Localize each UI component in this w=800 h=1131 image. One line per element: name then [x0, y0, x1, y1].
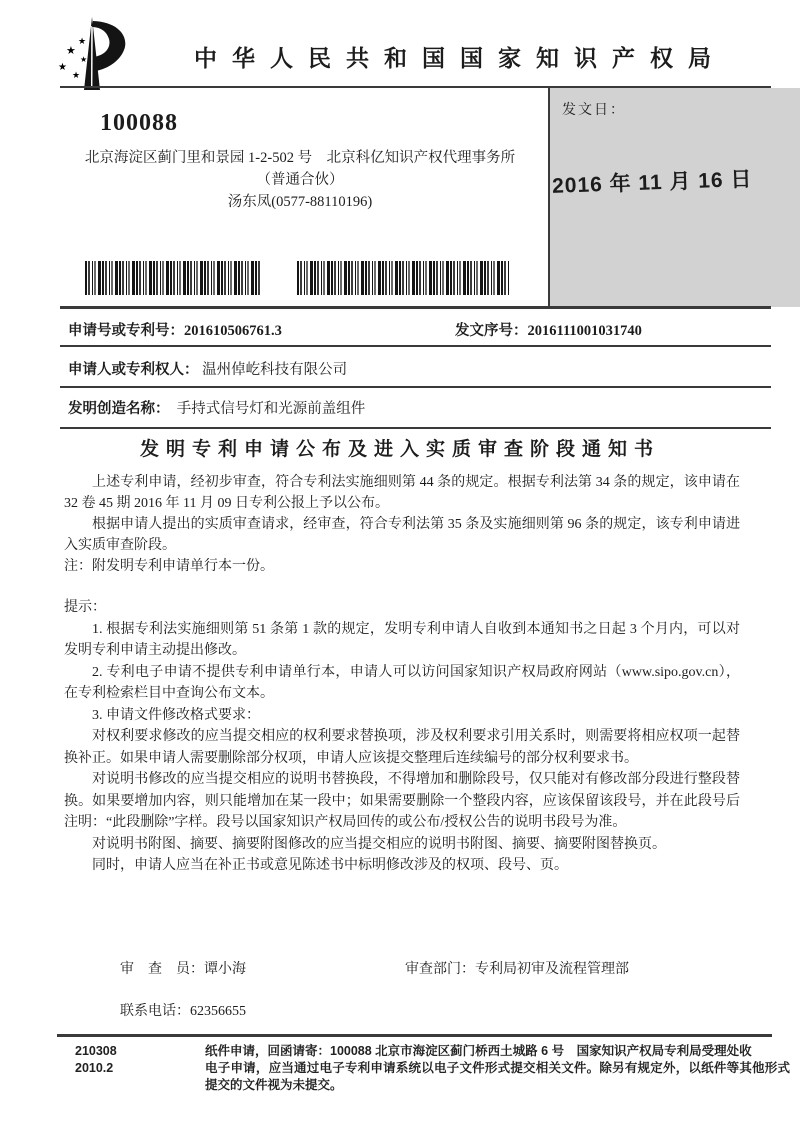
footer-paper-instruction: 纸件申请，回函请寄：100088 北京市海淀区蓟门桥西土城路 6 号 国家知识产权局专利局受理处收 — [205, 1044, 752, 1058]
hint-item: 对说明书附图、摘要、摘要附图修改的应当提交相应的说明书附图、摘要、摘要附图替换页。 — [92, 836, 666, 852]
department-group — [405, 958, 629, 978]
recipient-contact: 汤东凤(0577-88110196) — [227, 194, 373, 210]
hint-item: 2. 专利电子申请不提供专利申请单行本，申请人可以访问国家知识产权局政府网站（www.sipo.gov.cn），在专利检索栏目中查询公布文本。 — [64, 664, 740, 701]
applicant-row — [68, 358, 770, 379]
hint-item: 1. 根据专利法实施细则第 51 条第 1 款的规定，发明专利申请人自收到本通知书之日起 3 个月内，可以对发明专利申请主动提出修改。 — [64, 621, 740, 658]
star-icon: ★ — [78, 36, 87, 46]
footer-electronic-instruction: 电子申请，应当通过电子专利申请系统以电子文件形式提交相关文件。除另有规定外，以纸件等其他形式提交的文件视为未提交。 — [205, 1061, 790, 1092]
notice-body — [64, 472, 740, 577]
applicant-value: 温州倬屹科技有限公司 — [202, 362, 348, 378]
examiner-name: 谭小海 — [204, 962, 246, 977]
department-label: 审查部门： — [405, 962, 475, 977]
invention-title-label: 发明创造名称： — [68, 401, 163, 417]
sipo-logo-icon — [50, 16, 134, 96]
examiner-label: 审 查 员： — [120, 962, 204, 977]
hint-item: 3. 申请文件修改格式要求： — [92, 707, 260, 723]
footer-instructions — [205, 1043, 790, 1094]
notice-paragraph: 上述专利申请，经初步审查，符合专利法实施细则第 44 条的规定。根据专利法第 34 条的规定，该申请在 32 卷 45 期 2016 年 11 月 09 日专利公报上予以公布。 — [64, 475, 740, 511]
dispatch-date-label: 发文日： — [562, 103, 626, 118]
hints-heading: 提示： — [64, 600, 106, 615]
star-icon: ★ — [72, 70, 81, 80]
examiner-row — [120, 958, 780, 978]
dispatch-serial-label: 发文序号： — [455, 323, 528, 339]
notice-title: 发明专利申请公布及进入实质审查阶段通知书 — [139, 439, 660, 460]
dispatch-box-divider — [548, 86, 550, 308]
department-name: 专利局初审及流程管理部 — [475, 962, 629, 977]
hints-section — [64, 597, 740, 877]
recipient-address-block — [80, 147, 520, 213]
header-org-title: 中华人民共和国国家知识产权局 — [194, 45, 726, 71]
application-number-label: 申请号或专利号： — [68, 323, 184, 339]
barcode-left — [85, 261, 262, 295]
hint-item: 同时，申请人应当在补正书或意见陈述书中标明修改涉及的权项、段号、页。 — [92, 858, 568, 873]
row-rule-2 — [60, 386, 771, 388]
hint-item: 对权利要求修改的应当提交相应的权利要求替换项，涉及权利要求引用关系时，则需要将相应权项一起替换补正。如果申请人需要删除部分权项，申请人应该提交整理后连续编号的部分权利要求书。 — [64, 729, 740, 766]
invention-title-row — [68, 397, 770, 418]
footer-form-codes — [75, 1043, 117, 1077]
row-rule-1 — [60, 345, 771, 347]
dispatch-date-stamp: 2016 年 11 月 16 日 — [551, 167, 753, 198]
recipient-org-type: （普通合伙） — [256, 172, 344, 188]
row-rule-3 — [60, 427, 771, 429]
dispatch-serial-group — [455, 319, 642, 340]
application-number-value: 201610506761.3 — [184, 323, 282, 339]
contact-phone-row — [120, 1000, 246, 1020]
notice-note: 注：附发明专利申请单行本一份。 — [64, 559, 274, 574]
star-icon: ★ — [80, 55, 88, 64]
footer-rule — [57, 1034, 772, 1037]
applicant-label: 申请人或专利权人： — [68, 362, 199, 378]
notice-paragraph: 根据申请人提出的实质审查请求，经审查，符合专利法第 35 条及实施细则第 96 条的规定，该专利申请进入实质审查阶段。 — [64, 517, 740, 553]
recipient-postcode: 100088 — [100, 110, 178, 136]
recipient-address: 北京海淀区蓟门里和景园 1-2-502 号 北京科亿知识产权代理事务所 — [84, 150, 516, 166]
contact-phone-value: 62356655 — [190, 1004, 246, 1019]
star-icon: ★ — [66, 45, 76, 57]
contact-phone-label: 联系电话： — [120, 1004, 190, 1019]
dispatch-serial-value: 2016111001031740 — [527, 323, 642, 339]
footer-form-version: 2010.2 — [75, 1061, 114, 1075]
footer-form-code: 210308 — [75, 1044, 117, 1058]
application-number-row — [68, 319, 770, 340]
invention-title-value: 手持式信号灯和光源前盖组件 — [176, 401, 366, 417]
hint-item: 对说明书修改的应当提交相应的说明书替换段，不得增加和删除段号，仅只能对有修改部分段进行整段替换。如果要增加内容，则只能增加在某一段中；如果需要删除一个整段内容，应该保留该段号，并在此段号后注明：“此段删除”字样。段号以国家知识产权局回传的或公布/授权公告的说明书段号为准。 — [64, 772, 740, 830]
star-icon: ★ — [58, 62, 67, 73]
barcode-right — [297, 261, 509, 295]
section-rule-top — [60, 306, 771, 309]
